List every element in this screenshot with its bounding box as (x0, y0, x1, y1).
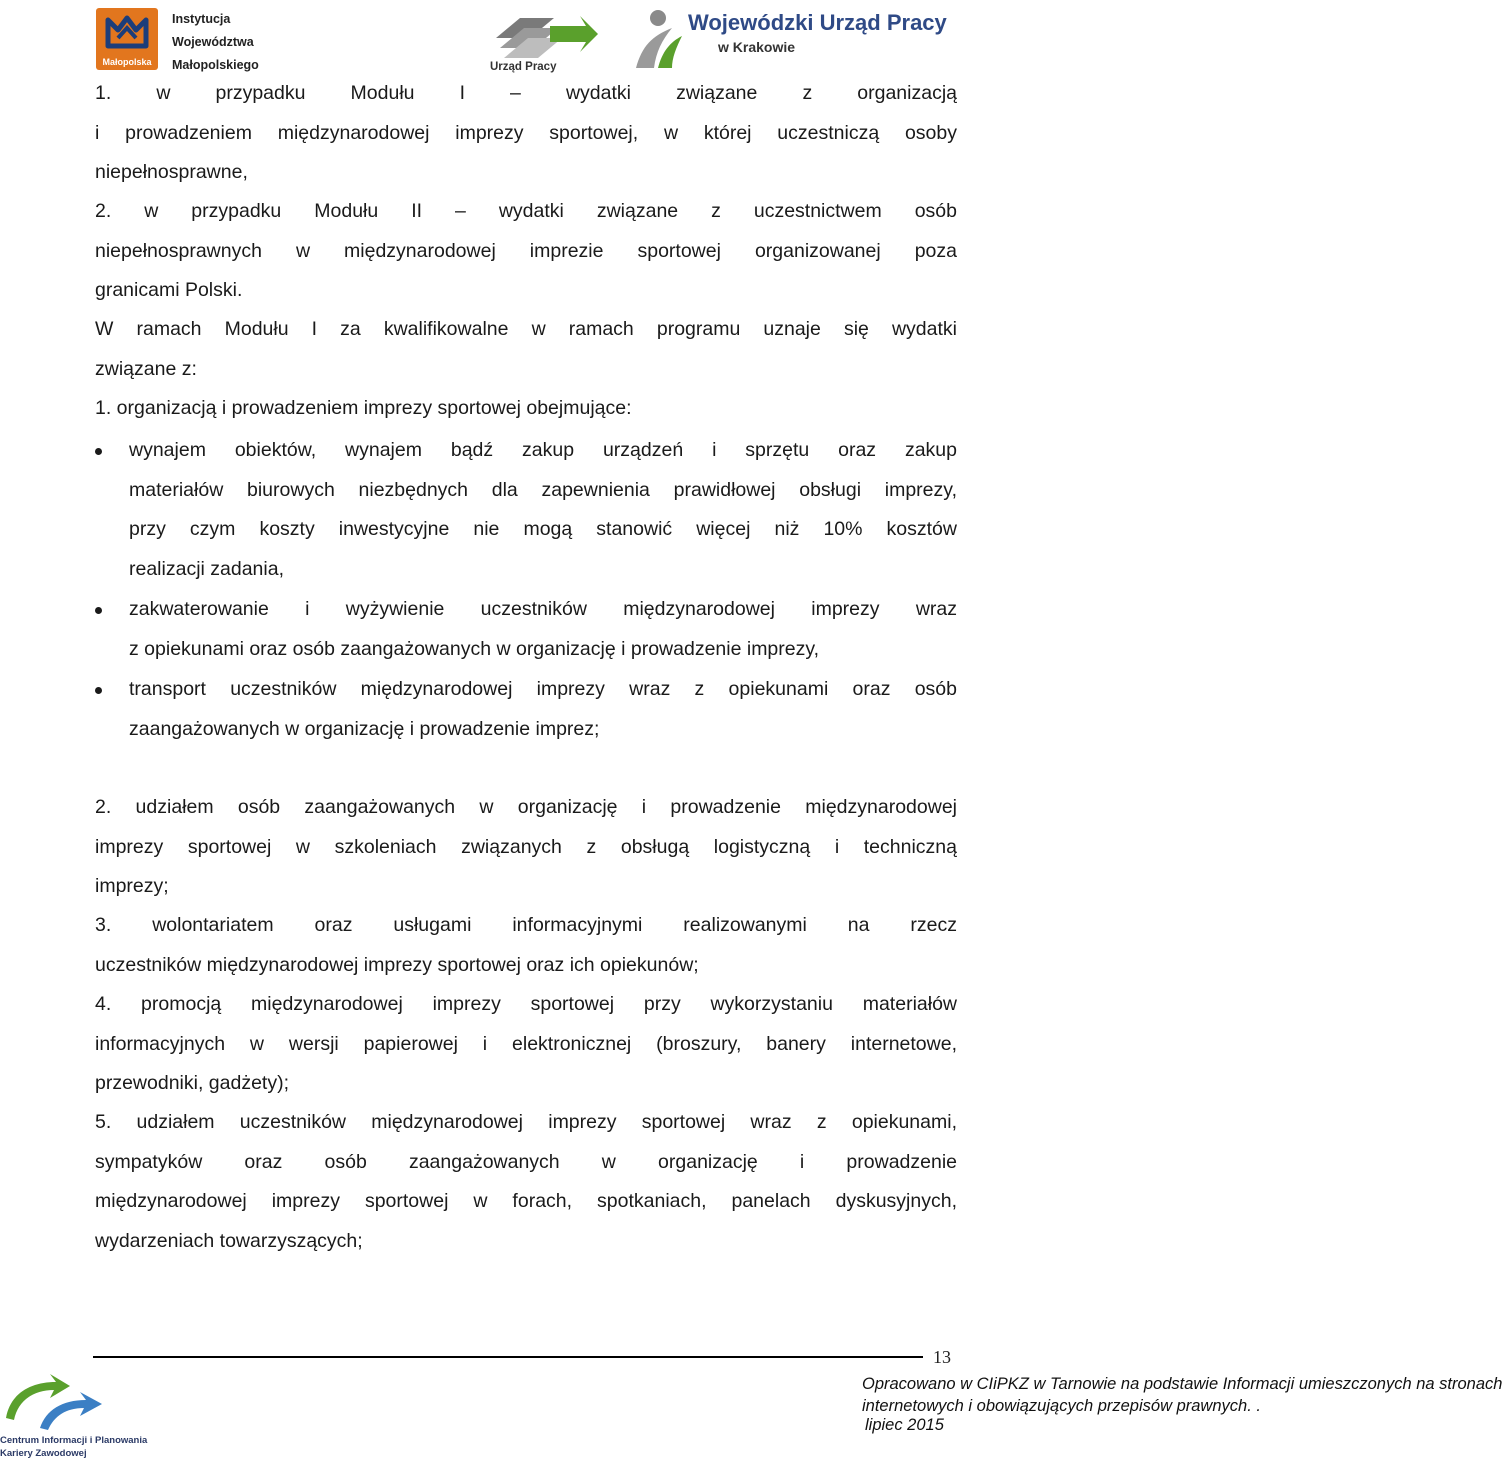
text-line: 4. promocją międzynarodowej imprezy sportowej przy wykorzystaniu materiałów (95, 993, 957, 1015)
text-line: sympatyków oraz osób zaangażowanych w organizację i prowadzenie (95, 1150, 957, 1173)
bullet-item (95, 590, 957, 669)
text-line: z opiekunami oraz osób zaangażowanych w organizację i prowadzenie imprezy, (129, 637, 820, 660)
wup-title: Wojewódzki Urząd Pracy (688, 10, 947, 35)
item-three-paragraph (95, 906, 957, 985)
module-two-paragraph (95, 192, 957, 311)
bullet-text (129, 431, 957, 589)
bullet-text (129, 590, 957, 669)
text-line: niepełnosprawnych w międzynarodowej imprezie sportowej organizowanej poza (95, 239, 957, 262)
text-line: informacyjnych w wersji papierowej i elektronicznej (broszury, banery internetowe, (95, 1032, 957, 1055)
bullet-icon (95, 448, 102, 455)
item-four-paragraph (95, 985, 957, 1104)
footer-note (862, 1373, 1502, 1417)
footer-note-line: Opracowano w CIiPKZ w Tarnowie na podstawie Informacji umieszczonych na stronach (862, 1375, 1502, 1393)
institution-name-line: Województwa (172, 35, 254, 49)
text-line: międzynarodowej imprezy sportowej w forach, spotkaniach, panelach dyskusyjnych, (95, 1190, 957, 1212)
footer-date: lipiec 2015 (865, 1416, 944, 1434)
wup-figure-icon (628, 6, 686, 72)
item-five-paragraph (95, 1103, 957, 1261)
ciipkz-arrows-icon (0, 1370, 110, 1432)
page-header (0, 6, 960, 78)
text-line: 2. w przypadku Modułu II – wydatki związane z uczestnictwem osób (95, 200, 957, 222)
eligible-costs-intro (95, 310, 957, 389)
ciipkz-logo (0, 1370, 148, 1464)
footer-note-line: internetowych i obowiązujących przepisów prawnych. . (862, 1397, 1261, 1415)
page-number: 13 (933, 1347, 951, 1367)
institution-name-line: Małopolskiego (172, 58, 259, 72)
footer-divider (93, 1356, 923, 1358)
bullet-icon (95, 687, 102, 694)
text-line: wydarzeniach towarzyszących; (95, 1229, 363, 1252)
wup-krakow-logo (628, 6, 948, 76)
text-line: zaangażowanych w organizację i prowadzenie imprez; (129, 717, 600, 740)
module-one-paragraph (95, 74, 957, 193)
ciipkz-name-line: Kariery Zawodowej (0, 1448, 87, 1459)
text-line: niepełnosprawne, (95, 161, 248, 183)
text-line: 3. wolontariatem oraz usługami informacyjnymi realizowanymi na rzecz (95, 914, 957, 936)
text-line: 5. udziałem uczestników międzynarodowej imprezy sportowej wraz z opiekunami, (95, 1111, 957, 1133)
urzad-pracy-emblem-icon (490, 8, 600, 60)
item-one-heading (95, 389, 957, 429)
text-line: transport uczestników międzynarodowej imprezy wraz z opiekunami oraz osób (129, 678, 957, 700)
text-line: realizacji zadania, (129, 557, 285, 580)
text-line: materiałów biurowych niezbędnych dla zapewnienia prawidłowej obsługi imprezy, (129, 478, 957, 501)
text-line: 2. udziałem osób zaangażowanych w organizację i prowadzenie międzynarodowej (95, 796, 957, 818)
item-two-paragraph (95, 788, 957, 907)
text-line: 1. organizacją i prowadzeniem imprezy sportowej obejmujące: (95, 397, 632, 419)
text-line: związane z: (95, 357, 197, 380)
institution-name-line: Instytucja (172, 12, 231, 26)
text-line: i prowadzeniem międzynarodowej imprezy sportowej, w której uczestniczą osoby (95, 121, 957, 144)
bullet-item (95, 670, 957, 749)
text-line: 1. w przypadku Modułu I – wydatki związane z organizacją (95, 82, 957, 104)
malopolska-emblem-icon (104, 14, 150, 50)
malopolska-badge-label: Małopolska (102, 57, 152, 67)
ciipkz-name (0, 1434, 147, 1460)
malopolska-badge (96, 8, 158, 70)
text-line: W ramach Modułu I za kwalifikowalne w ramach programu uznaje się wydatki (95, 318, 957, 340)
institution-name (172, 8, 282, 77)
bullet-icon (95, 607, 102, 614)
text-line: wynajem obiektów, wynajem bądź zakup urządzeń i sprzętu oraz zakup (129, 439, 957, 461)
malopolska-institution-logo (96, 8, 271, 76)
bullet-item (95, 431, 957, 589)
text-line: uczestników międzynarodowej imprezy sportowej oraz ich opiekunów; (95, 953, 699, 976)
text-line: granicami Polski. (95, 279, 243, 301)
ciipkz-name-line: Centrum Informacji i Planowania (0, 1435, 148, 1446)
text-line: imprezy; (95, 875, 169, 897)
text-line: przy czym koszty inwestycyjne nie mogą stanowić więcej niż 10% kosztów (129, 518, 957, 540)
text-line: imprezy sportowej w szkoleniach związanych z obsługą logistyczną i techniczną (95, 835, 957, 858)
bullet-text (129, 670, 957, 749)
urzad-pracy-logo (490, 8, 600, 78)
wup-subtitle: w Krakowie (718, 39, 796, 55)
urzad-pracy-label: Urząd Pracy (490, 61, 557, 73)
text-line: przewodniki, gadżety); (95, 1072, 290, 1094)
text-line: zakwaterowanie i wyżywienie uczestników międzynarodowej imprezy wraz (129, 598, 957, 620)
